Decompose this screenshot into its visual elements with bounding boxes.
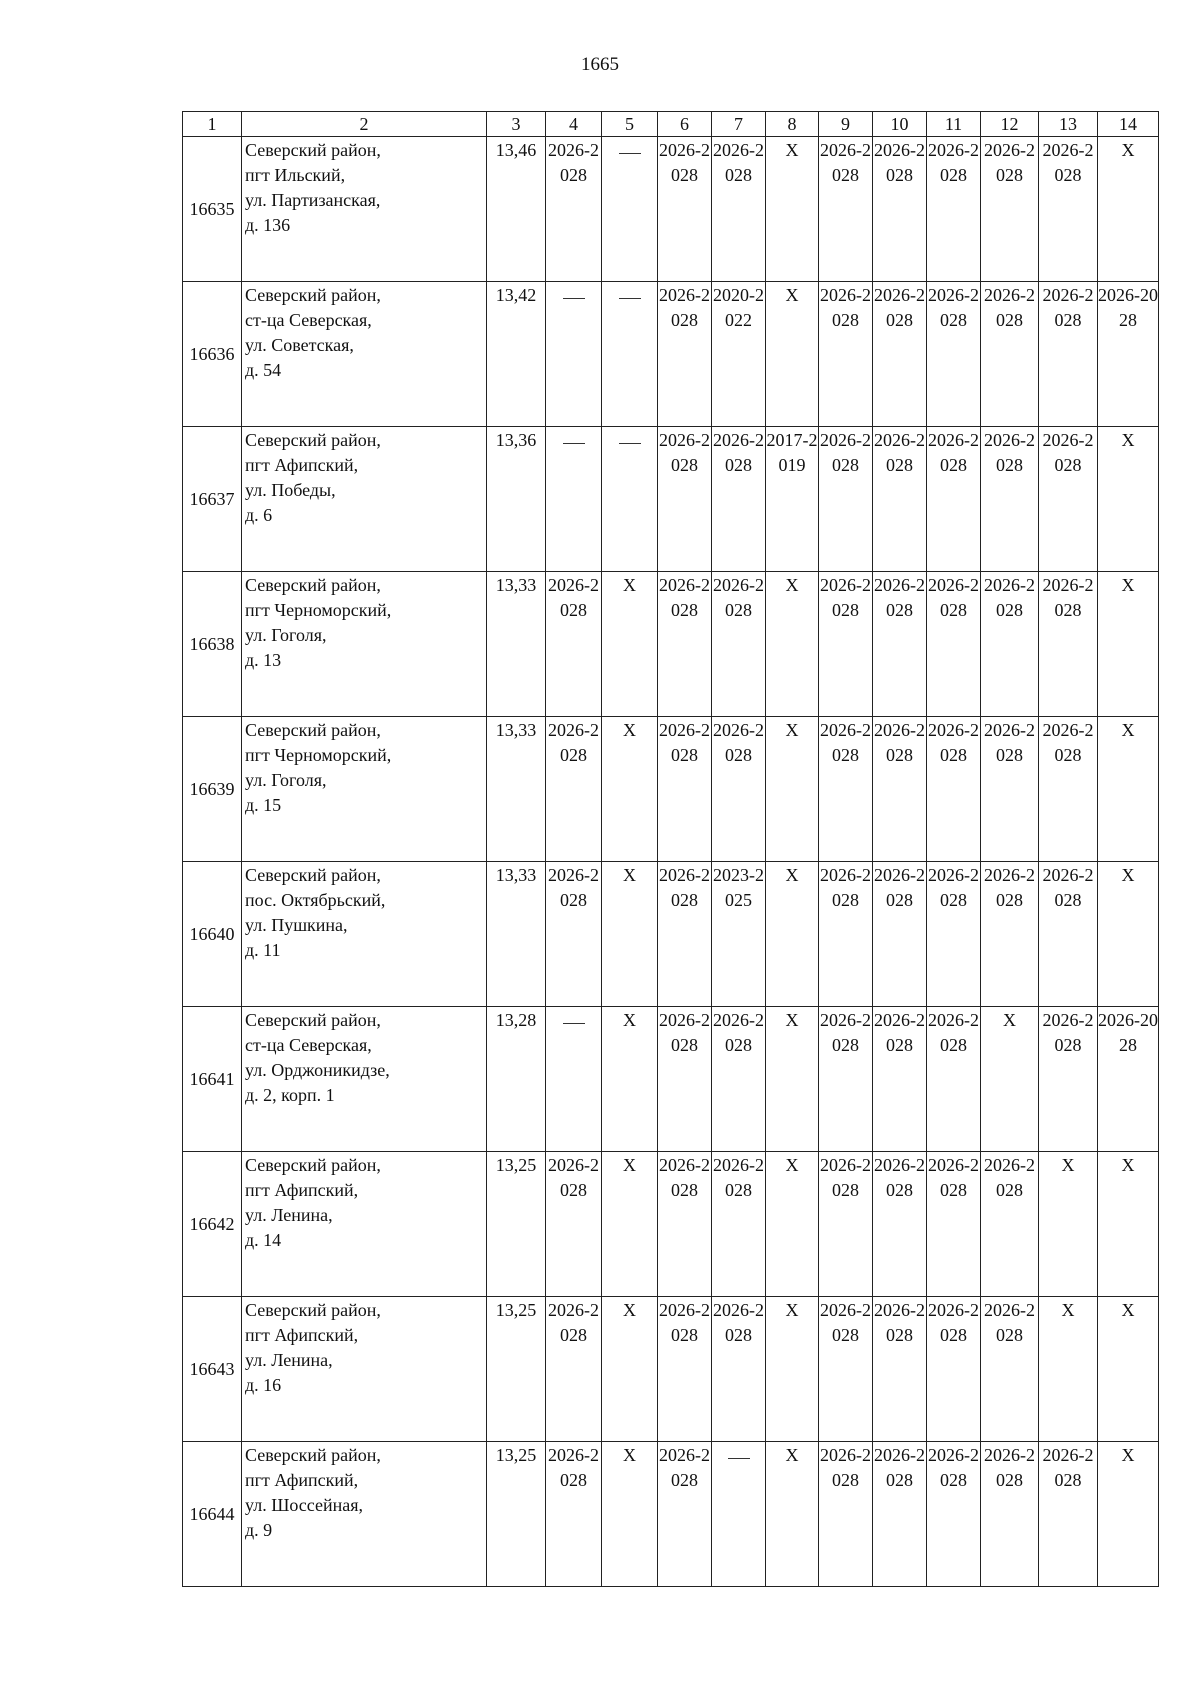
address-line: ст-ца Северская, (245, 1035, 372, 1055)
value-cell: X (766, 1152, 819, 1297)
value-cell: X (981, 1007, 1039, 1152)
row-number: 16643 (183, 1297, 242, 1442)
dash-mark (728, 1458, 750, 1459)
value-cell: 13,28 (487, 1007, 546, 1152)
value-cell: 2026-2028 (873, 1007, 927, 1152)
row-number: 16642 (183, 1152, 242, 1297)
value-cell: X (602, 1152, 658, 1297)
address-line: д. 6 (245, 505, 273, 525)
address-line: д. 14 (245, 1230, 282, 1250)
value-cell: 2026-2028 (819, 282, 873, 427)
address-line: пгт Афипский, (245, 1470, 359, 1490)
address-cell (242, 862, 487, 1007)
value-cell: 2026-2028 (1039, 427, 1098, 572)
row-number: 16641 (183, 1007, 242, 1152)
address-line: д. 11 (245, 940, 281, 960)
value-cell: X (602, 717, 658, 862)
address-line: Северский район, (245, 1445, 381, 1465)
table-row (183, 427, 1159, 572)
address-line: Северский район, (245, 865, 381, 885)
value-cell: 2026-2028 (1039, 572, 1098, 717)
value-cell: 2026-2028 (819, 137, 873, 282)
address-line: Северский район, (245, 720, 381, 740)
value-cell: X (1098, 137, 1159, 282)
value-cell: 2026-2028 (819, 862, 873, 1007)
value-cell: 2026-2028 (712, 1152, 766, 1297)
value-cell: 2026-2028 (712, 1297, 766, 1442)
value-cell: 2026-2028 (927, 1297, 981, 1442)
value-cell: 2026-2028 (1039, 1007, 1098, 1152)
row-number: 16638 (183, 572, 242, 717)
column-header: 1 (183, 112, 242, 137)
value-cell: 2026-2028 (981, 572, 1039, 717)
column-header: 12 (981, 112, 1039, 137)
value-cell: 13,25 (487, 1297, 546, 1442)
value-cell: 2026-2028 (1039, 717, 1098, 862)
column-header: 9 (819, 112, 873, 137)
address-line: ул. Гоголя, (245, 770, 327, 790)
dash-mark (619, 153, 641, 154)
value-cell: X (766, 1007, 819, 1152)
value-cell: 2026-2028 (1039, 1442, 1098, 1587)
address-line: д. 15 (245, 795, 282, 815)
address-line: д. 54 (245, 360, 282, 380)
address-line: д. 13 (245, 650, 282, 670)
value-cell: X (766, 1442, 819, 1587)
value-cell: 13,33 (487, 717, 546, 862)
table-row (183, 862, 1159, 1007)
address-cell (242, 137, 487, 282)
value-cell: 2026-2028 (927, 572, 981, 717)
value-cell: X (766, 282, 819, 427)
value-cell: 2026-2028 (658, 572, 712, 717)
address-cell (242, 282, 487, 427)
value-cell: 2026-2028 (546, 1442, 602, 1587)
value-cell: 2026-2028 (819, 1152, 873, 1297)
column-header: 11 (927, 112, 981, 137)
value-cell: 13,36 (487, 427, 546, 572)
page-number: 1665 (581, 54, 619, 75)
column-header: 7 (712, 112, 766, 137)
table-row (183, 1152, 1159, 1297)
value-cell: 2026-2028 (981, 862, 1039, 1007)
value-cell: 2026-2028 (873, 717, 927, 862)
value-cell: 2026-2028 (873, 1297, 927, 1442)
value-cell: 2026-2028 (819, 427, 873, 572)
value-cell: 2026-2028 (546, 137, 602, 282)
value-cell: 2026-2028 (819, 717, 873, 862)
address-line: ул. Партизанская, (245, 190, 381, 210)
value-cell: 2026-2028 (981, 717, 1039, 862)
value-cell: 2026-2028 (927, 717, 981, 862)
value-cell: 2026-2028 (658, 1152, 712, 1297)
address-line: Северский район, (245, 285, 381, 305)
value-cell: 2026-2028 (981, 427, 1039, 572)
dash-mark (619, 443, 641, 444)
address-cell (242, 1007, 487, 1152)
column-header: 5 (602, 112, 658, 137)
value-cell: 2026-2028 (546, 572, 602, 717)
value-cell: 2026-2028 (658, 862, 712, 1007)
address-line: ул. Орджоникидзе, (245, 1060, 390, 1080)
value-cell: 2017-2019 (766, 427, 819, 572)
address-line: Северский район, (245, 140, 381, 160)
value-cell: 2026-2028 (927, 1152, 981, 1297)
value-cell: X (1039, 1297, 1098, 1442)
row-number: 16644 (183, 1442, 242, 1587)
address-line: Северский район, (245, 1010, 381, 1030)
value-cell: 2026-2028 (981, 1442, 1039, 1587)
table-row (183, 1297, 1159, 1442)
value-cell: X (602, 572, 658, 717)
value-cell: X (1098, 1442, 1159, 1587)
value-cell: X (1098, 572, 1159, 717)
address-line: пгт Черноморский, (245, 600, 392, 620)
address-line: пгт Афипский, (245, 1180, 359, 1200)
address-line: Северский район, (245, 1155, 381, 1175)
address-line: ул. Советская, (245, 335, 354, 355)
value-cell: 2026-2028 (658, 717, 712, 862)
value-cell: 2026-2028 (981, 1297, 1039, 1442)
value-cell (546, 282, 602, 427)
value-cell: 2026-2028 (819, 1442, 873, 1587)
value-cell (712, 1442, 766, 1587)
dash-mark (563, 443, 585, 444)
value-cell: 2026-2028 (873, 427, 927, 572)
value-cell: 13,46 (487, 137, 546, 282)
value-cell: X (602, 862, 658, 1007)
value-cell: 2026-2028 (927, 1442, 981, 1587)
value-cell (546, 1007, 602, 1152)
address-line: пгт Афипский, (245, 1325, 359, 1345)
value-cell: 2026-2028 (658, 1007, 712, 1152)
column-header: 10 (873, 112, 927, 137)
value-cell: 2026-2028 (712, 572, 766, 717)
table-row (183, 572, 1159, 717)
value-cell: X (766, 862, 819, 1007)
value-cell: 2020-2022 (712, 282, 766, 427)
address-line: ул. Победы, (245, 480, 336, 500)
address-line: Северский район, (245, 430, 381, 450)
value-cell: X (602, 1007, 658, 1152)
row-number: 16639 (183, 717, 242, 862)
address-line: пгт Черноморский, (245, 745, 392, 765)
address-line: д. 16 (245, 1375, 282, 1395)
value-cell: 2026-2028 (873, 282, 927, 427)
value-cell: 2026-2028 (712, 717, 766, 862)
value-cell: 2026-2028 (873, 137, 927, 282)
value-cell: 2026-2028 (658, 427, 712, 572)
dash-mark (563, 1023, 585, 1024)
value-cell: 2026-2028 (819, 1297, 873, 1442)
value-cell: 2026-2028 (1039, 862, 1098, 1007)
value-cell: 2026-2028 (819, 1007, 873, 1152)
value-cell: 2026-2028 (927, 282, 981, 427)
value-cell: 2026-2028 (927, 427, 981, 572)
address-line: ул. Шоссейная, (245, 1495, 364, 1515)
address-line: пос. Октябрьский, (245, 890, 386, 910)
value-cell (602, 137, 658, 282)
table-header-row (183, 112, 1159, 137)
address-line: Северский район, (245, 1300, 381, 1320)
value-cell: X (1039, 1152, 1098, 1297)
table-row (183, 282, 1159, 427)
value-cell (602, 282, 658, 427)
value-cell: X (1098, 1152, 1159, 1297)
address-line: д. 9 (245, 1520, 273, 1540)
register-table (182, 111, 1159, 1587)
column-header: 3 (487, 112, 546, 137)
dash-mark (563, 298, 585, 299)
address-line: ул. Пушкина, (245, 915, 348, 935)
value-cell: 2026-2028 (712, 137, 766, 282)
table-row (183, 1007, 1159, 1152)
address-line: ул. Ленина, (245, 1205, 333, 1225)
value-cell: 2026-2028 (712, 1007, 766, 1152)
table-row (183, 137, 1159, 282)
address-cell (242, 427, 487, 572)
column-header: 14 (1098, 112, 1159, 137)
value-cell: 13,33 (487, 572, 546, 717)
value-cell: 2026-2028 (712, 427, 766, 572)
value-cell: 13,25 (487, 1442, 546, 1587)
address-cell (242, 572, 487, 717)
address-cell (242, 1152, 487, 1297)
value-cell: 2026-2028 (546, 1152, 602, 1297)
value-cell: 2026-2028 (819, 572, 873, 717)
value-cell: 2026-2028 (873, 1442, 927, 1587)
address-line: ул. Гоголя, (245, 625, 327, 645)
address-cell (242, 1442, 487, 1587)
value-cell: X (766, 572, 819, 717)
value-cell: X (1098, 717, 1159, 862)
address-line: д. 136 (245, 215, 291, 235)
value-cell: 13,25 (487, 1152, 546, 1297)
address-line: пгт Ильский, (245, 165, 346, 185)
value-cell: 2023-2025 (712, 862, 766, 1007)
table-body (183, 137, 1159, 1587)
value-cell: X (766, 137, 819, 282)
address-line: Северский район, (245, 575, 381, 595)
value-cell: 2026-2028 (927, 1007, 981, 1152)
value-cell: 2026-2028 (873, 1152, 927, 1297)
value-cell (602, 427, 658, 572)
value-cell: 2026-2028 (546, 862, 602, 1007)
value-cell: X (1098, 862, 1159, 1007)
address-line: д. 2, корп. 1 (245, 1085, 335, 1105)
value-cell: X (602, 1297, 658, 1442)
column-header: 8 (766, 112, 819, 137)
value-cell: 2026-2028 (1039, 137, 1098, 282)
column-header: 4 (546, 112, 602, 137)
column-header: 6 (658, 112, 712, 137)
value-cell (546, 427, 602, 572)
column-header: 13 (1039, 112, 1098, 137)
address-line: ст-ца Северская, (245, 310, 372, 330)
row-number: 16640 (183, 862, 242, 1007)
value-cell: 2026-2028 (658, 1297, 712, 1442)
dash-mark (619, 298, 641, 299)
value-cell: 2026-2028 (658, 282, 712, 427)
address-cell (242, 717, 487, 862)
value-cell: X (766, 717, 819, 862)
value-cell: 2026-2028 (927, 137, 981, 282)
value-cell: 2026-2028 (658, 137, 712, 282)
value-cell: 2026-2028 (658, 1442, 712, 1587)
value-cell: 2026-2028 (981, 137, 1039, 282)
address-line: ул. Ленина, (245, 1350, 333, 1370)
column-header: 2 (242, 112, 487, 137)
value-cell: X (1098, 427, 1159, 572)
address-line: пгт Афипский, (245, 455, 359, 475)
value-cell: 2026-2028 (1098, 282, 1159, 427)
value-cell: 2026-2028 (873, 572, 927, 717)
row-number: 16637 (183, 427, 242, 572)
value-cell: 2026-2028 (981, 1152, 1039, 1297)
value-cell: 2026-2028 (873, 862, 927, 1007)
row-number: 16636 (183, 282, 242, 427)
value-cell: 13,33 (487, 862, 546, 1007)
row-number: 16635 (183, 137, 242, 282)
value-cell: 2026-2028 (1039, 282, 1098, 427)
value-cell: X (1098, 1297, 1159, 1442)
value-cell: 13,42 (487, 282, 546, 427)
value-cell: X (602, 1442, 658, 1587)
address-cell (242, 1297, 487, 1442)
table-row (183, 717, 1159, 862)
value-cell: X (766, 1297, 819, 1442)
value-cell: 2026-2028 (981, 282, 1039, 427)
table-row (183, 1442, 1159, 1587)
value-cell: 2026-2028 (546, 717, 602, 862)
value-cell: 2026-2028 (1098, 1007, 1159, 1152)
value-cell: 2026-2028 (927, 862, 981, 1007)
value-cell: 2026-2028 (546, 1297, 602, 1442)
